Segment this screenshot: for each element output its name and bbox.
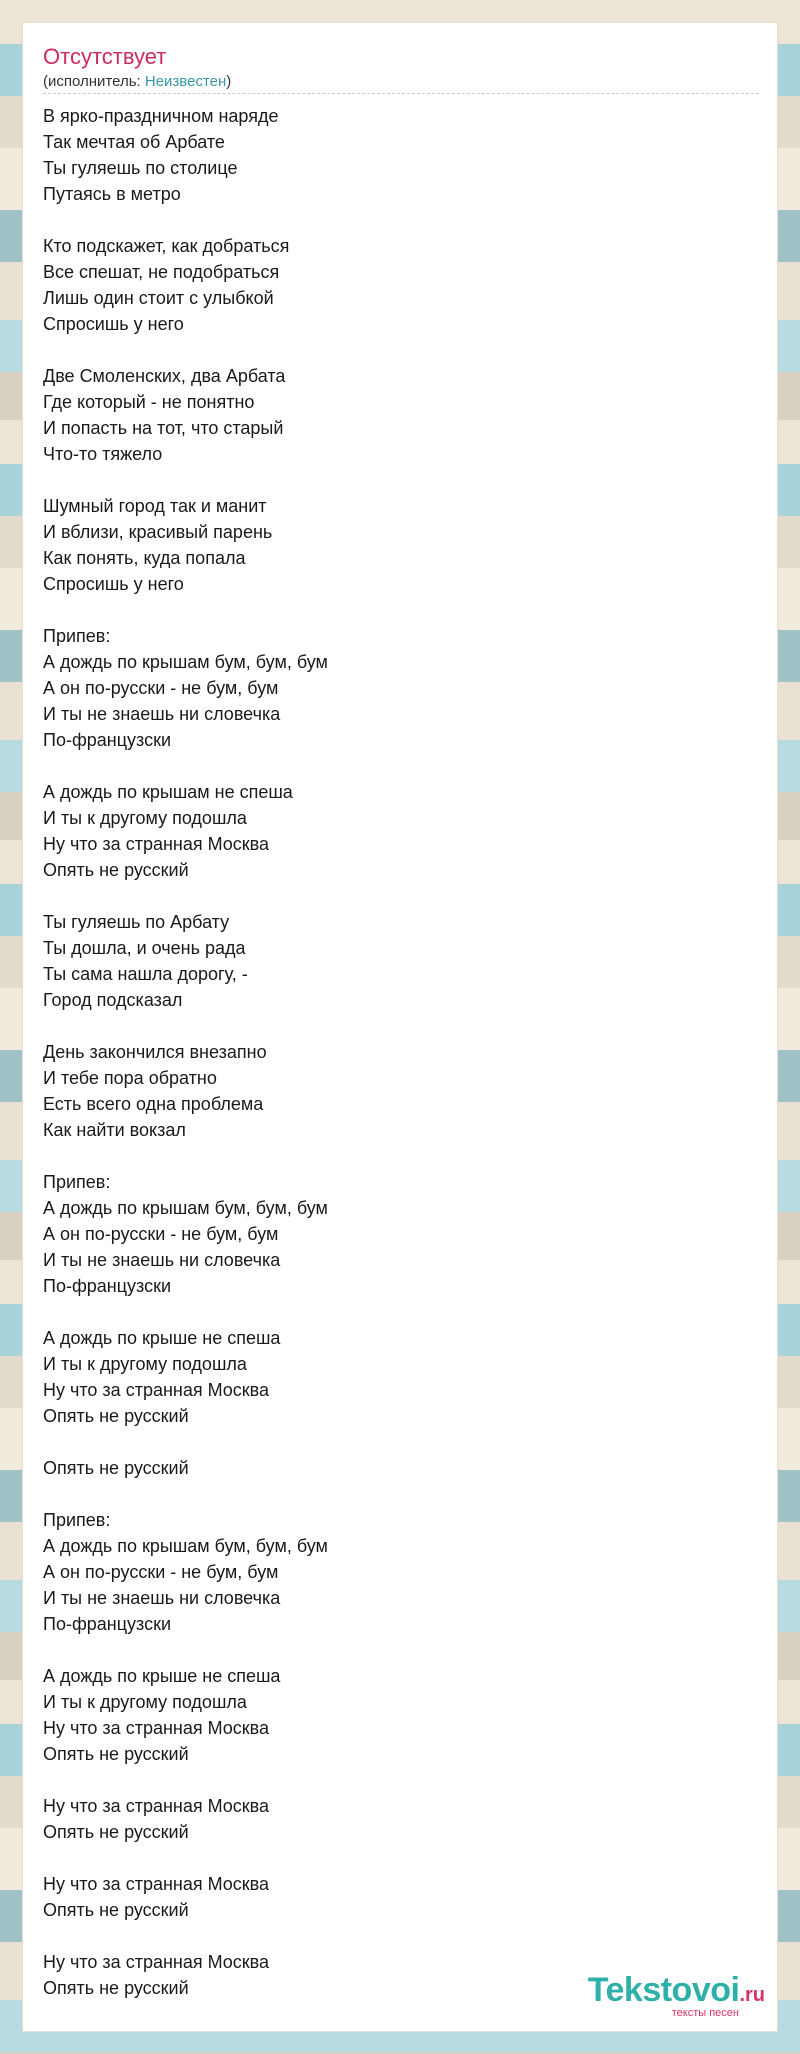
title-divider — [43, 93, 759, 94]
logo-tagline: тексты песен — [671, 2007, 739, 2019]
lyrics-text: В ярко-праздничном наряде Так мечтая об Арбате Ты гуляешь по столице Путаясь в метро Кто подскажет, как добраться Все спешат, не подобраться Лишь один стоит с улыбкой Спросишь у него Две Смоленских, два Арбата Где который - не понятно И попасть на тот, что старый Что-то тяжело Шумный город так и манит И вблизи, красивый парень Как понять, куда попала Спросишь у него Припев: А дождь по крышам бум, бум, бум А он по-русски - не бум, бум И ты не знаешь ни словечка По-французски А дождь по крышам не спеша И ты к другому подошла Ну что за странная Москва Опять не русский Ты гуляешь по Арбату Ты дошла, и очень рада Ты сама нашла дорогу, - Город подсказал День закончился внезапно И тебе пора обратно Есть всего одна проблема Как найти вокзал Припев: А дождь по крышам бум, бум, бум А он по-русски - не бум, бум И ты не знаешь ни словечка По-французски А дождь по крыше не спеша И ты к другому подошла Ну что за странная Москва Опять не русский Опять не русский Припев: А дождь по крышам бум, бум, бум А он по-русски - не бум, бум И ты не знаешь ни словечка По-французски А дождь по крыше не спеша И ты к другому подошла Ну что за странная Москва Опять не русский Ну что за странная Москва Опять не русский Ну что за странная Москва Опять не русский Ну что за странная Москва Опять не русский — [43, 106, 328, 1998]
artist-line — [43, 73, 231, 91]
song-title: Отсутствует — [43, 44, 167, 69]
logo-tld: .ru — [739, 1984, 765, 2006]
artist-prefix: (исполнитель: — [43, 73, 145, 90]
site-logo[interactable] — [588, 1973, 765, 2019]
artist-link[interactable]: Неизвестен — [144, 73, 227, 90]
lyrics-card — [22, 22, 778, 2032]
logo-name: Tekstovoi — [587, 1971, 740, 2009]
artist-suffix: ) — [226, 73, 232, 90]
